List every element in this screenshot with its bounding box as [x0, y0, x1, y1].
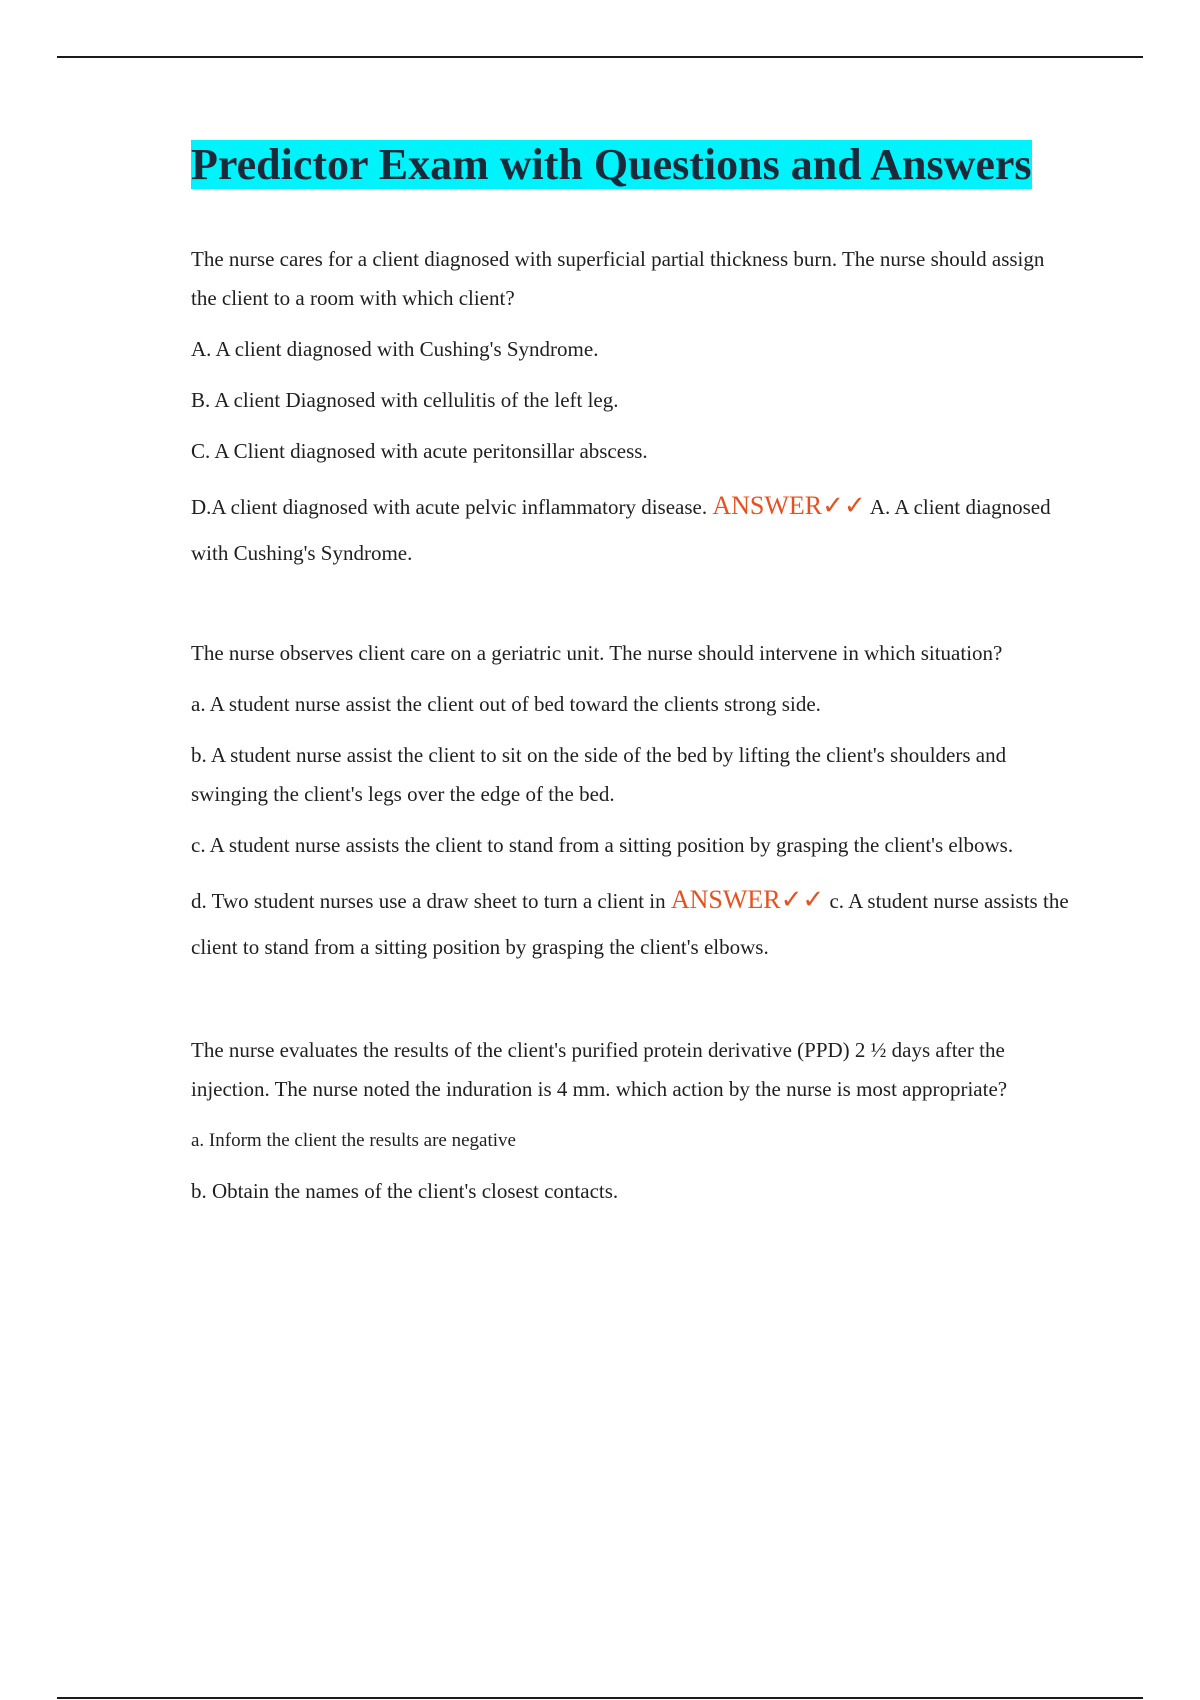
- question-2-answer: c. A student nurse assists the client to stand from a sitting position by grasping the client's elbows.: [191, 889, 1069, 959]
- question-2-option-d: d. Two student nurses use a draw sheet to turn a client in: [191, 889, 666, 913]
- answer-label: ANSWER✓✓: [712, 491, 866, 520]
- question-2-option-c: c. A student nurse assists the client to stand from a sitting position by grasping the client's elbows.: [191, 833, 1014, 857]
- question-3-stem: The nurse evaluates the results of the client's purified protein derivative (PPD) 2 ½ days after the injection. The nurse noted the induration is 4 mm. which action by the nurse is most appropriate?: [191, 1038, 1008, 1101]
- answer-label: ANSWER✓✓: [670, 885, 825, 914]
- question-2: [191, 634, 1071, 970]
- question-3-option-b: b. Obtain the names of the client's closest contacts.: [191, 1179, 619, 1203]
- question-1: [191, 240, 1071, 576]
- question-1-option-b: B. A client Diagnosed with cellulitis of the left leg.: [191, 388, 619, 412]
- footer-rule: [57, 1697, 1143, 1699]
- question-1-option-d: D.A client diagnosed with acute pelvic inflammatory disease.: [191, 495, 708, 519]
- question-1-answer: A. A client diagnosed with Cushing's Syndrome.: [191, 495, 1051, 565]
- question-1-option-c: C. A Client diagnosed with acute peritonsillar abscess.: [191, 439, 648, 463]
- question-2-option-a: a. A student nurse assist the client out of bed toward the clients strong side.: [191, 692, 821, 716]
- document-body: [191, 138, 1071, 1211]
- question-2-stem: The nurse observes client care on a geriatric unit. The nurse should intervene in which situation?: [191, 641, 1003, 665]
- header-rule: [57, 56, 1143, 58]
- title-highlight: Predictor Exam with Questions and Answers: [191, 140, 1032, 189]
- question-2-option-d-with-answer: [191, 877, 1071, 970]
- question-3: [191, 1031, 1071, 1211]
- question-3-option-a: a. Inform the client the results are negative: [191, 1130, 516, 1151]
- question-1-stem: The nurse cares for a client diagnosed with superficial partial thickness burn. The nurse should assign the client to a room with which client?: [191, 247, 1045, 310]
- document-title: [191, 138, 1071, 191]
- question-2-option-b: b. A student nurse assist the client to sit on the side of the bed by lifting the client's shoulders and swinging the client's legs over the edge of the bed.: [191, 743, 1007, 806]
- question-1-option-d-with-answer: [191, 483, 1071, 576]
- question-1-option-a: A. A client diagnosed with Cushing's Syndrome.: [191, 337, 599, 361]
